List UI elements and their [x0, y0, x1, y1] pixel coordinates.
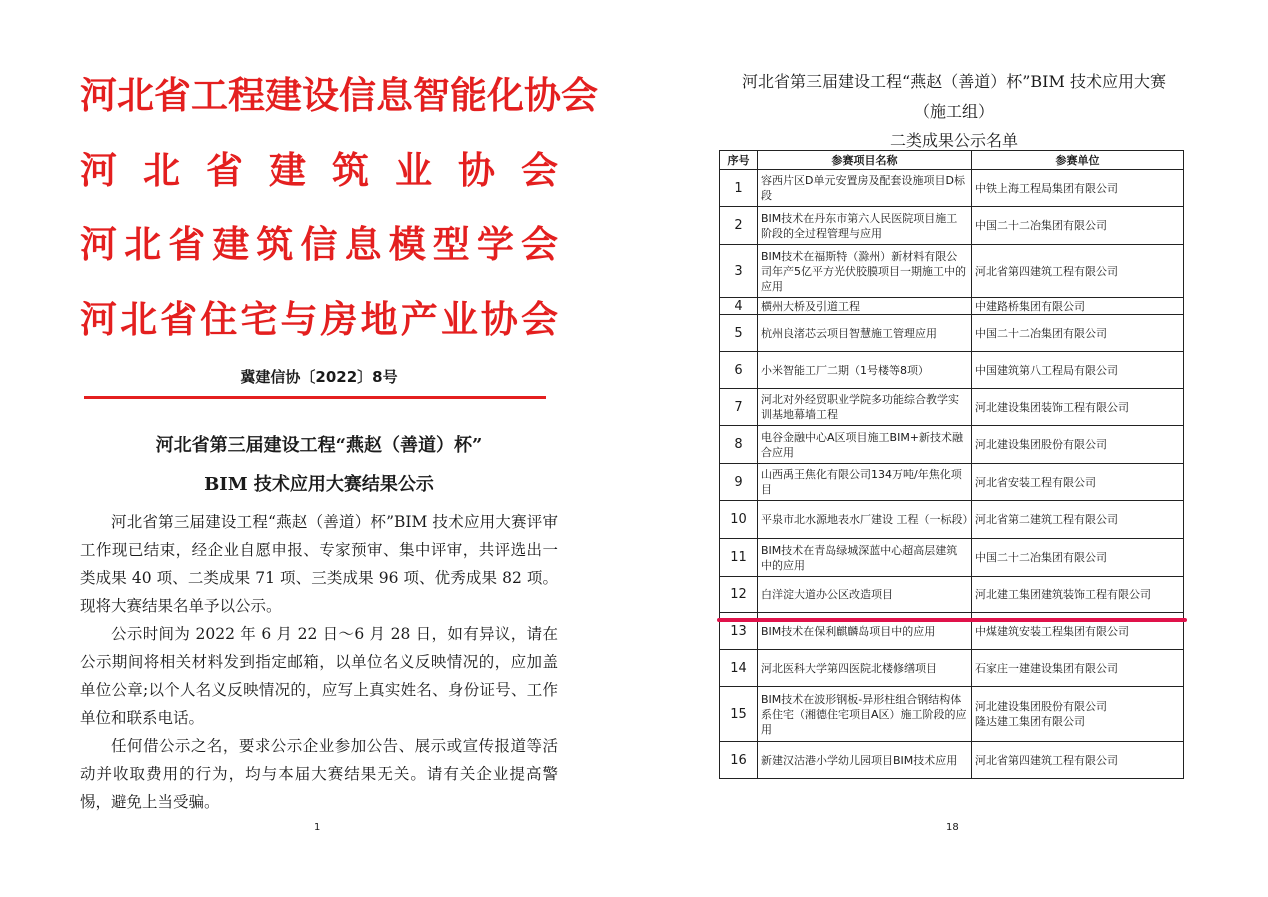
table-row	[720, 352, 1184, 389]
header-project-name: 参赛项目名称	[758, 151, 972, 170]
table-row	[720, 426, 1184, 464]
list-title-line1: 河北省第三届建设工程“燕赵（善道）杯”BIM 技术应用大赛	[742, 72, 1166, 91]
table-row	[720, 464, 1184, 501]
table-row	[720, 170, 1184, 207]
table-row	[720, 389, 1184, 426]
table-row	[720, 539, 1184, 577]
row-participant-unit: 河北建设集团股份有限公司	[972, 426, 1184, 464]
table-row	[720, 315, 1184, 352]
row-number: 7	[720, 389, 758, 426]
row-participant-unit: 中国二十二冶集团有限公司	[972, 539, 1184, 577]
row-number: 8	[720, 426, 758, 464]
row-number: 2	[720, 207, 758, 245]
row-project-name: 杭州良渚芯云项目智慧施工管理应用	[758, 315, 972, 352]
list-title-line2: （施工组）	[913, 102, 994, 121]
row-number: 3	[720, 245, 758, 298]
row-number: 4	[720, 298, 758, 315]
page-number-right: 18	[946, 822, 959, 833]
org-name-2: 河北省建筑业协会	[80, 149, 558, 192]
table-row	[720, 687, 1184, 742]
row-project-name: BIM技术在丹东市第六人民医院项目施工阶段的全过程管理与应用	[758, 207, 972, 245]
row-participant-unit: 河北省第四建筑工程有限公司	[972, 742, 1184, 779]
table-body	[720, 170, 1184, 779]
row-number: 14	[720, 650, 758, 687]
highlight-underline	[717, 618, 1187, 622]
row-project-name: 河北医科大学第四医院北楼修缮项目	[758, 650, 972, 687]
row-participant-unit: 中国建筑第八工程局有限公司	[972, 352, 1184, 389]
row-project-name: 电谷金融中心A区项目施工BIM+新技术融合应用	[758, 426, 972, 464]
row-number: 10	[720, 501, 758, 539]
paragraph-3: 任何借公示之名，要求公示企业参加公告、展示或宣传报道等活动并收取费用的行为，均与本届大赛结果无关。请有关企业提高警惕，避免上当受骗。	[80, 737, 558, 811]
row-number: 1	[720, 170, 758, 207]
row-participant-unit: 中铁上海工程局集团有限公司	[972, 170, 1184, 207]
row-number: 15	[720, 687, 758, 742]
header-number: 序号	[720, 151, 758, 170]
paragraph-1: 河北省第三届建设工程“燕赵（善道）杯”BIM 技术应用大赛评审工作现已结束，经企业自愿申报、专家预审、集中评审，共评选出一类成果 40 项、二类成果 71 项、三类成果 96 项、优秀成果 82 项。现将大赛结果名单予以公示。	[80, 513, 558, 615]
row-participant-unit: 河北省第四建筑工程有限公司	[972, 245, 1184, 298]
row-project-name: 小米智能工厂二期（1号楼等8项）	[758, 352, 972, 389]
row-participant-unit: 石家庄一建建设集团有限公司	[972, 650, 1184, 687]
results-table	[719, 150, 1184, 779]
red-divider	[84, 396, 546, 399]
row-project-name: 新建汉沽港小学幼儿园项目BIM技术应用	[758, 742, 972, 779]
org-name-3: 河北省建筑信息模型学会	[80, 223, 558, 266]
row-number: 9	[720, 464, 758, 501]
row-project-name: BIM技术在青岛绿城深蓝中心超高层建筑中的应用	[758, 539, 972, 577]
org-name-4: 河北省住宅与房地产业协会	[80, 298, 558, 341]
row-number: 12	[720, 577, 758, 613]
header-participant-unit: 参赛单位	[972, 151, 1184, 170]
row-participant-unit: 河北建设集团股份有限公司 隆达建工集团有限公司	[972, 687, 1184, 742]
row-participant-unit: 河北省安装工程有限公司	[972, 464, 1184, 501]
row-project-name: BIM技术在保利麒麟岛项目中的应用	[758, 613, 972, 650]
row-project-name: BIM技术在波形钢板-异形柱组合钢结构体系住宅（湘德住宅项目A区）施工阶段的应用	[758, 687, 972, 742]
document-number: 冀建信协〔2022〕8号	[240, 368, 398, 386]
row-project-name: 山西禹王焦化有限公司134万吨/年焦化项目	[758, 464, 972, 501]
row-project-name: 平泉市北水源地表水厂建设 工程（一标段）	[758, 501, 972, 539]
table-row	[720, 501, 1184, 539]
table-row	[720, 742, 1184, 779]
row-number: 6	[720, 352, 758, 389]
row-project-name: 容西片区D单元安置房及配套设施项目D标段	[758, 170, 972, 207]
org-name-1: 河北省工程建设信息智能化协会	[80, 74, 598, 117]
paragraph-2: 公示时间为 2022 年 6 月 22 日～6 月 28 日，如有异议，请在公示期间将相关材料发到指定邮箱，以单位名义反映情况的，应加盖单位公章;以个人名义反映情况的，应写上真实姓名、身份证号、工作单位和联系电话。	[80, 625, 558, 727]
row-participant-unit: 河北省第二建筑工程有限公司	[972, 501, 1184, 539]
row-participant-unit: 河北建设集团装饰工程有限公司	[972, 389, 1184, 426]
table-row	[720, 298, 1184, 315]
row-number: 11	[720, 539, 758, 577]
row-project-name: 河北对外经贸职业学院多功能综合教学实训基地幕墙工程	[758, 389, 972, 426]
row-participant-unit: 中国二十二冶集团有限公司	[972, 207, 1184, 245]
table-row	[720, 577, 1184, 613]
row-participant-unit: 中国二十二冶集团有限公司	[972, 315, 1184, 352]
notice-title-line1: 河北省第三届建设工程“燕赵（善道）杯”	[155, 435, 483, 456]
row-number: 5	[720, 315, 758, 352]
list-title-line3: 二类成果公示名单	[889, 131, 1018, 150]
row-participant-unit: 中建路桥集团有限公司	[972, 298, 1184, 315]
row-number: 13	[720, 613, 758, 650]
page-number-left: 1	[314, 822, 321, 833]
notice-title-line2: BIM 技术应用大赛结果公示	[204, 474, 434, 495]
table-row	[720, 207, 1184, 245]
table-header-row	[720, 151, 1184, 170]
row-number: 16	[720, 742, 758, 779]
table-row	[720, 650, 1184, 687]
row-project-name: BIM技术在福斯特（滁州）新材料有限公司年产5亿平方光伏胶膜项目一期施工中的应用	[758, 245, 972, 298]
row-project-name: 白洋淀大道办公区改造项目	[758, 577, 972, 613]
row-participant-unit: 中煤建筑安装工程集团有限公司	[972, 613, 1184, 650]
row-participant-unit: 河北建工集团建筑装饰工程有限公司	[972, 577, 1184, 613]
table-row	[720, 245, 1184, 298]
row-project-name: 横州大桥及引道工程	[758, 298, 972, 315]
